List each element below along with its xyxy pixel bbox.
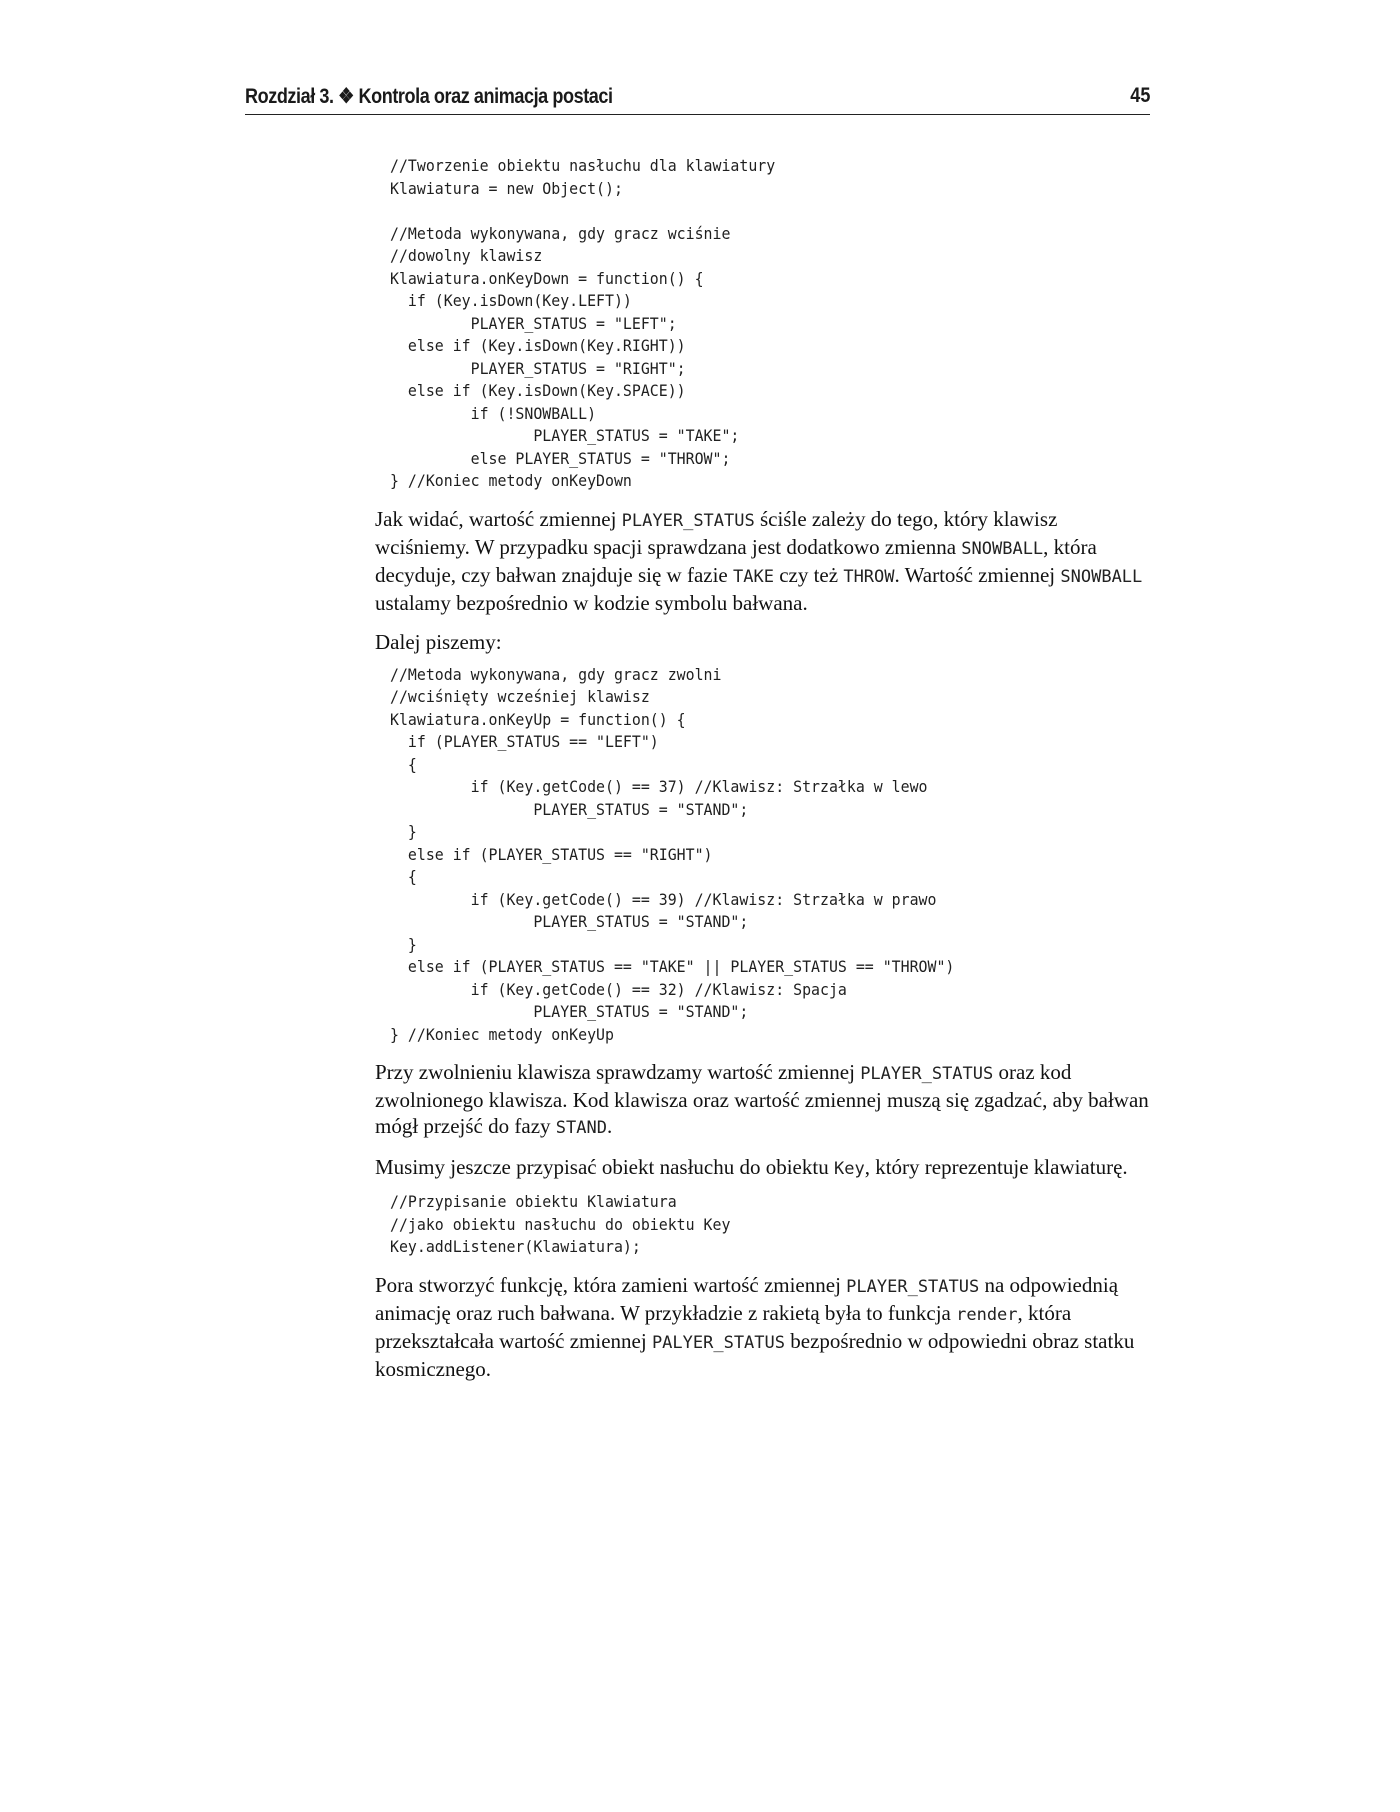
code-block-keydown: //Tworzenie obiektu nasłuchu dla klawiatury Klawiatura = new Object(); //Metoda wykonywana, gdy gracz wciśnie //dowolny klawisz Klawiatura.onKeyDown = function() { if (Key.isDown(Key.LEFT)) PLAYER_STATUS = "LEFT"; else if (Key.isDown(Key.RIGHT)) PLAYER_STATUS = "RIGHT"; else if (Key.isDown(Key.SPACE)) if (!SNOWBALL) PLAYER_STATUS = "TAKE"; else PLAYER_STATUS = "THROW"; } //Koniec metody onKeyDown [390, 156, 776, 490]
running-header [245, 82, 1150, 115]
paragraph-key-release: Przy zwolnieniu klawisza sprawdzamy wartość zmiennej PLAYER_STATUS oraz kod zwolnionego klawisza. Kod klawisza oraz wartość zmiennej muszą się zgadzać, aby bałwan mógł przejść do fazy STAND. [375, 1060, 1149, 1138]
page-number: 45 [1129, 84, 1150, 107]
paragraph-player-status: Jak widać, wartość zmiennej PLAYER_STATUS ściśle zależy do tego, który klawisz wciśniemy. W przypadku spacji sprawdzana jest dodatkowo zmienna SNOWBALL, która decyduje, czy bałwan znajduje się w fazie TAKE czy też THROW. Wartość zmiennej SNOWBALL ustalamy bezpośrednio w kodzie symbolu bałwana. [375, 506, 1143, 615]
paragraph-listener: Musimy jeszcze przypisać obiekt nasłuchu do obiektu Key, który reprezentuje klawiaturę. [375, 1155, 1128, 1179]
chapter-title: Rozdział 3. ❖ Kontrola oraz animacja postaci [245, 85, 613, 108]
code-block-keyup: //Metoda wykonywana, gdy gracz zwolni //wciśnięty wcześniej klawisz Klawiatura.onKeyUp = function() { if (PLAYER_STATUS == "LEFT") { if (Key.getCode() == 37) //Klawisz: Strzałka w lewo PLAYER_STATUS = "STAND"; } else if (PLAYER_STATUS == "RIGHT") { if (Key.getCode() == 39) //Klawisz: Strzałka w prawo PLAYER_STATUS = "STAND"; } else if (PLAYER_STATUS == "TAKE" || PLAYER_STATUS == "THROW") if (Key.getCode() == 32) //Klawisz: Spacja PLAYER_STATUS = "STAND"; } //Koniec metody onKeyUp [390, 664, 955, 1044]
paragraph-render-function: Pora stworzyć funkcję, która zamieni wartość zmiennej PLAYER_STATUS na odpowiednią animację oraz ruch bałwana. W przykładzie z rakietą była to funkcja render, która przekształcała wartość zmiennej PALYER_STATUS bezpośrednio w odpowiedni obraz statku kosmicznego. [375, 1272, 1135, 1381]
page-body [375, 155, 1155, 1382]
code-block-add-listener: //Przypisanie obiektu Klawiatura //jako obiektu nasłuchu do obiektu Key Key.addListener(Klawiatura); [390, 1192, 731, 1256]
paragraph-dalej: Dalej piszemy: [375, 629, 502, 654]
